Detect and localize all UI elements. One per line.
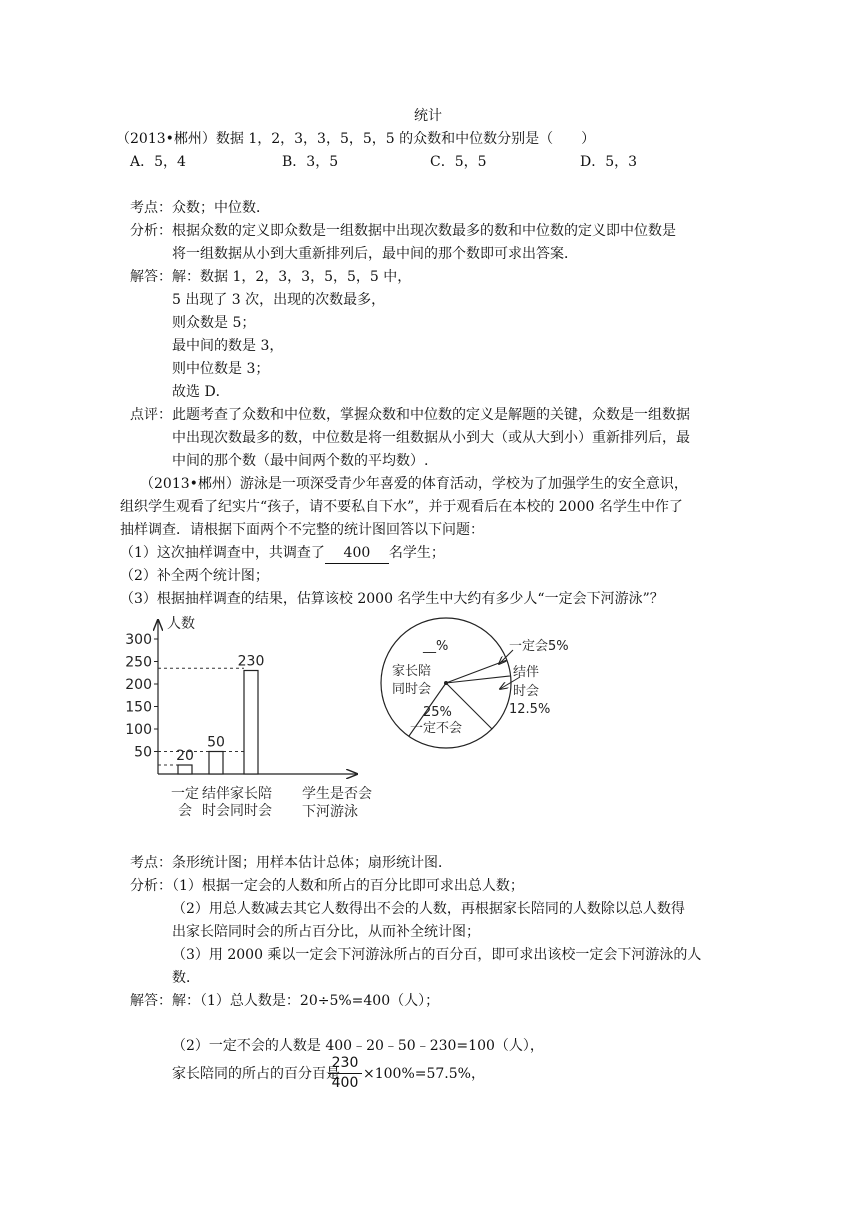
q2-intro-line1: （2013•郴州）游泳是一项深受青少年喜爱的体育活动，学校为了加强学生的安全意识， bbox=[140, 476, 688, 492]
q2-sub1 bbox=[120, 543, 445, 564]
q2-kaodian: 考点：条形统计图；用样本估计总体；扇形统计图． bbox=[130, 855, 452, 871]
q1-option-c: C．5，5 bbox=[430, 154, 487, 170]
y-tick-label-5: 300 bbox=[125, 632, 152, 648]
pie-label-yidinghui: 一定会5% bbox=[509, 639, 569, 654]
x-axis-label-line2: 下河游泳 bbox=[302, 804, 358, 820]
q1-jieda-line3: 则众数是 5； bbox=[172, 315, 256, 331]
q1-dianping-line3: 中间的那个数（最中间两个数的平均数）. bbox=[172, 453, 429, 469]
q1-fenxi-line2: 将一组数据从小到大重新排列后，最中间的那个数即可求出答案． bbox=[172, 246, 578, 262]
q2-sub2: （2）补全两个统计图； bbox=[120, 568, 269, 584]
category-label-1-line1: 结伴 bbox=[202, 786, 230, 802]
q2-fenxi-line4: （3）用 2000 乘以一定会下河游泳所占的百分百，即可求出该校一定会下河游泳的人 bbox=[172, 947, 702, 963]
x-axis-label-line1: 学生是否会 bbox=[302, 786, 372, 802]
q2-fenxi-line1: 分析：（1）根据一定会的人数和所占的百分比即可求出总人数； bbox=[130, 878, 524, 894]
q2-sub1-answer: 400 bbox=[325, 543, 389, 564]
fraction-numerator: 230 bbox=[331, 1055, 359, 1071]
q2-intro-line3: 抽样调查．请根据下面两个不完整的统计图回答以下问题： bbox=[120, 522, 484, 538]
q1-jieda-line5: 则中位数是 3； bbox=[172, 361, 270, 377]
y-axis-label: 人数 bbox=[167, 616, 195, 632]
pie-label-blank-pct: __% bbox=[423, 639, 449, 654]
q2-fenxi-line2: （2）用总人数减去其它人数得出不会的人数，再根据家长陪同的人数除以总人数得 bbox=[172, 901, 685, 917]
q2-fenxi-line3: 出家长陪同时会的所占百分比，从而补全统计图； bbox=[172, 924, 480, 940]
q1-jieda-line6: 故选 D． bbox=[172, 384, 230, 400]
bar-2 bbox=[244, 671, 258, 775]
q1-option-b: B．3，5 bbox=[282, 154, 339, 170]
category-label-2-line1: 家长陪 bbox=[230, 786, 272, 802]
q2-jieda-line2: （2）一定不会的人数是 400﹣20﹣50﹣230=100（人）， bbox=[172, 1038, 544, 1054]
q1-kaodian: 考点：众数；中位数． bbox=[130, 200, 270, 216]
q1-option-a: A．5，4 bbox=[130, 154, 186, 170]
q2-intro-line2: 组织学生观看了纪实片“孩子，请不要私自下水”，并于观看后在本校的 2000 名学生中作了 bbox=[120, 499, 683, 515]
q1-fenxi-line1: 分析：根据众数的定义即众数是一组数据中出现次数最多的数和中位数的定义即中位数是 bbox=[130, 223, 676, 239]
pie-label-jieban-line1: 结伴 bbox=[513, 665, 540, 680]
fraction-bar bbox=[328, 1073, 362, 1074]
pie-label-jiazhang-line1: 家长陪 bbox=[392, 664, 432, 679]
q1-dianping-line2: 中出现次数最多的数，中位数是将一组数据从小到大（或从大到小）重新排列后，最 bbox=[172, 430, 690, 446]
q2-sub3: （3）根据抽样调查的结果，估算该校 2000 名学生中大约有多少人“一定会下河游泳”？ bbox=[120, 591, 664, 607]
category-label-0-line2: 会 bbox=[178, 803, 192, 819]
q2-jieda-line1: 解答：解：（1）总人数是：20÷5%=400（人）； bbox=[130, 993, 440, 1009]
fraction-denominator: 400 bbox=[331, 1075, 359, 1091]
category-label-1-line2: 时会 bbox=[202, 803, 230, 819]
bar-0 bbox=[178, 765, 192, 774]
pie-label-buhui: 一定不会 bbox=[410, 721, 463, 736]
pie-label-jieban-pct: 12.5% bbox=[509, 702, 551, 717]
bar-chart bbox=[125, 608, 395, 828]
category-label-0-line1: 一定 bbox=[171, 786, 199, 802]
y-tick-label-1: 100 bbox=[125, 722, 152, 738]
y-tick-label-0: 50 bbox=[134, 744, 152, 761]
pie-label-jieban-line2: 时会 bbox=[513, 684, 540, 699]
bar-value-label-2: 230 bbox=[237, 653, 265, 670]
fraction bbox=[328, 1055, 362, 1092]
page-title: 统计 bbox=[414, 108, 442, 124]
q1-jieda-line4: 最中间的数是 3， bbox=[172, 338, 284, 354]
y-tick-label-4: 250 bbox=[125, 654, 152, 671]
q2-jieda-line3-pre: 家长陪同的所占的百分百是 bbox=[172, 1066, 340, 1082]
pie-label-buhui-pct: 25% bbox=[423, 705, 452, 720]
pie-label-jiazhang-line2: 同时会 bbox=[392, 682, 432, 697]
q1-jieda-line2: 5 出现了 3 次，出现的次数最多， bbox=[172, 292, 386, 308]
q2-jieda-line3-post: ×100%=57.5%， bbox=[363, 1066, 485, 1082]
q2-sub1-pre: （1）这次抽样调查中，共调查了 bbox=[120, 545, 325, 561]
q1-option-d: D．5，3 bbox=[580, 154, 638, 170]
q2-sub1-post: 名学生； bbox=[388, 545, 445, 561]
q1-dianping-line1: 点评：此题考查了众数和中位数，掌握众数和中位数的定义是解题的关键，众数是一组数据 bbox=[130, 407, 690, 423]
y-tick-label-2: 150 bbox=[125, 699, 152, 716]
bar-value-label-1: 50 bbox=[207, 734, 225, 751]
bar-value-label-0: 20 bbox=[176, 748, 194, 764]
y-tick-label-3: 200 bbox=[125, 677, 152, 693]
q1-stem: （2013•郴州）数据 1，2，3，3，5，5，5 的众数和中位数分别是（ ） bbox=[116, 131, 596, 147]
q1-jieda-line1: 解答：解：数据 1，2，3，3，5，5，5 中， bbox=[130, 269, 412, 285]
q2-fenxi-line5: 数． bbox=[172, 970, 200, 986]
category-label-2-line2: 同时会 bbox=[230, 803, 272, 819]
bar-1 bbox=[209, 752, 223, 775]
pie-chart bbox=[368, 605, 569, 755]
pie-center-dot bbox=[444, 681, 448, 685]
